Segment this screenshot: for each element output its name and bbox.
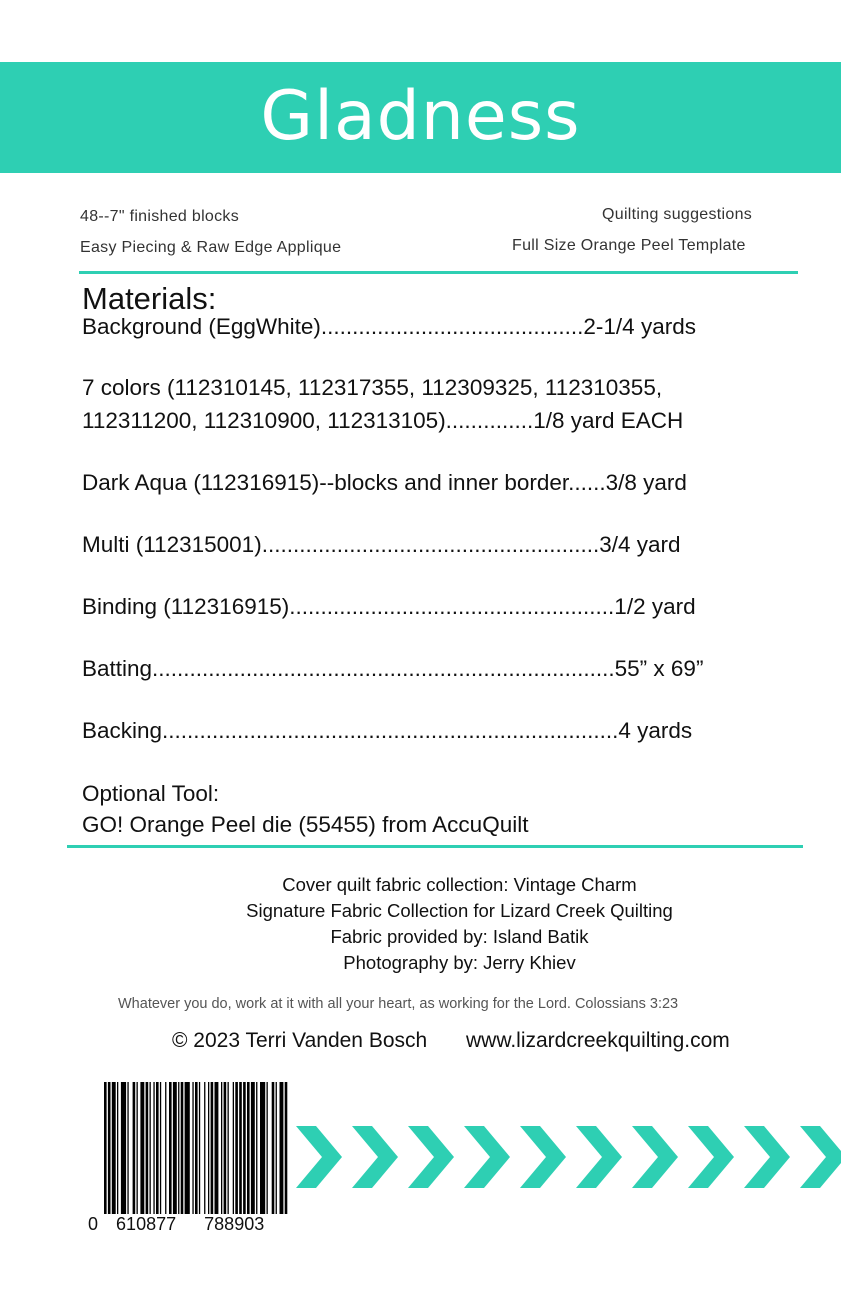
barcode-bar <box>185 1082 190 1214</box>
barcode-bar <box>108 1082 111 1214</box>
barcode-bar <box>199 1082 200 1214</box>
barcode-group1: 610877 <box>116 1214 177 1234</box>
chevron-icon <box>744 1126 790 1188</box>
material-backing: Backing.........................................................................4 yards <box>82 718 693 743</box>
template-text: Full Size Orange Peel Template <box>512 237 746 254</box>
chevron-icon <box>632 1126 678 1188</box>
barcode-bar <box>156 1082 159 1214</box>
barcode-bar <box>256 1082 257 1214</box>
barcode-bar <box>224 1082 227 1214</box>
barcode-bar <box>239 1082 242 1214</box>
credit-fabric: Fabric provided by: Island Batik <box>330 926 589 947</box>
technique-text: Easy Piecing & Raw Edge Applique <box>80 239 342 256</box>
barcode-bar <box>150 1082 151 1214</box>
barcode-bar <box>272 1082 275 1214</box>
barcode-bar <box>153 1082 154 1214</box>
chevron-icon <box>408 1126 454 1188</box>
barcode-bar <box>181 1082 184 1214</box>
material-dark-aqua: Dark Aqua (112316915)--blocks and inner border......3/8 yard <box>82 470 687 495</box>
materials-heading: Materials: <box>82 281 217 316</box>
credit-collection: Cover quilt fabric collection: Vintage Charm <box>282 874 637 895</box>
block-count-text: 48--7" finished blocks <box>80 208 240 225</box>
barcode-bar <box>160 1082 161 1214</box>
barcode-bar <box>178 1082 179 1214</box>
optional-tool-label: Optional Tool: <box>82 781 220 806</box>
barcode-bar <box>247 1082 250 1214</box>
barcode-bar <box>192 1082 193 1214</box>
barcode-bar <box>211 1082 214 1214</box>
chevron-arrows-icon <box>292 1122 841 1192</box>
chevron-icon <box>464 1126 510 1188</box>
barcode-number <box>88 1214 264 1235</box>
barcode-bar <box>173 1082 177 1214</box>
barcode-bar <box>117 1082 118 1214</box>
barcode-bar <box>146 1082 149 1214</box>
chevron-icon <box>800 1126 841 1188</box>
barcode-bar <box>276 1082 277 1214</box>
barcode-bar <box>140 1082 144 1214</box>
barcode-bar <box>127 1082 128 1214</box>
barcode-bar <box>243 1082 246 1214</box>
material-colors-line1: 7 colors (112310145, 112317355, 112309325, 112310355, <box>82 375 663 400</box>
chevron-icon <box>688 1126 734 1188</box>
chevron-icon <box>576 1126 622 1188</box>
material-batting: Batting..........................................................................55” x 69” <box>82 656 704 681</box>
copyright-text: © 2023 Terri Vanden Bosch <box>172 1029 428 1052</box>
barcode-digit-left: 0 <box>88 1214 99 1234</box>
barcode-bar <box>121 1082 126 1214</box>
credit-signature: Signature Fabric Collection for Lizard Creek Quilting <box>246 900 673 921</box>
barcode-bar <box>228 1082 229 1214</box>
barcode-bar <box>235 1082 238 1214</box>
barcode-bar <box>251 1082 255 1214</box>
barcode-bar <box>233 1082 234 1214</box>
material-binding: Binding (112316915)....................................................1/2 yard <box>82 594 696 619</box>
divider-top <box>79 271 798 274</box>
barcode-bar <box>112 1082 116 1214</box>
barcode-bar <box>169 1082 172 1214</box>
chevron-icon <box>352 1126 398 1188</box>
website-link[interactable]: www.lizardcreekquilting.com <box>466 1029 730 1052</box>
credit-photography: Photography by: Jerry Khiev <box>343 952 576 973</box>
barcode-bar <box>195 1082 198 1214</box>
divider-bottom <box>67 845 803 848</box>
quilting-suggestions-text: Quilting suggestions <box>602 206 753 223</box>
barcode-bar <box>267 1082 268 1214</box>
barcode-bar <box>165 1082 166 1214</box>
chevron-icon <box>520 1126 566 1188</box>
material-colors-line2: 112311200, 112310900, 112313105)..............1/8 yard EACH <box>82 408 684 433</box>
material-background: Background (EggWhite)..........................................2-1/4 yards <box>82 314 696 339</box>
barcode-bar <box>280 1082 284 1214</box>
barcode-group2: 788903 <box>204 1214 265 1234</box>
barcode-bar <box>204 1082 205 1214</box>
barcode-bar <box>221 1082 222 1214</box>
barcode-icon <box>102 1082 288 1214</box>
barcode-bar <box>137 1082 138 1214</box>
optional-tool-text: GO! Orange Peel die (55455) from AccuQuilt <box>82 812 529 837</box>
barcode-bar <box>208 1082 209 1214</box>
barcode-bar <box>215 1082 219 1214</box>
barcode-bar <box>133 1082 136 1214</box>
scripture-verse: Whatever you do, work at it with all your heart, as working for the Lord. Colossians 3:23 <box>118 996 679 1012</box>
barcode-bar <box>104 1082 107 1214</box>
material-multi: Multi (112315001)......................................................3/4 yard <box>82 532 681 557</box>
barcode-bar <box>260 1082 265 1214</box>
page-title: Gladness <box>260 77 581 156</box>
chevron-icon <box>296 1126 342 1188</box>
barcode-bar <box>285 1082 288 1214</box>
